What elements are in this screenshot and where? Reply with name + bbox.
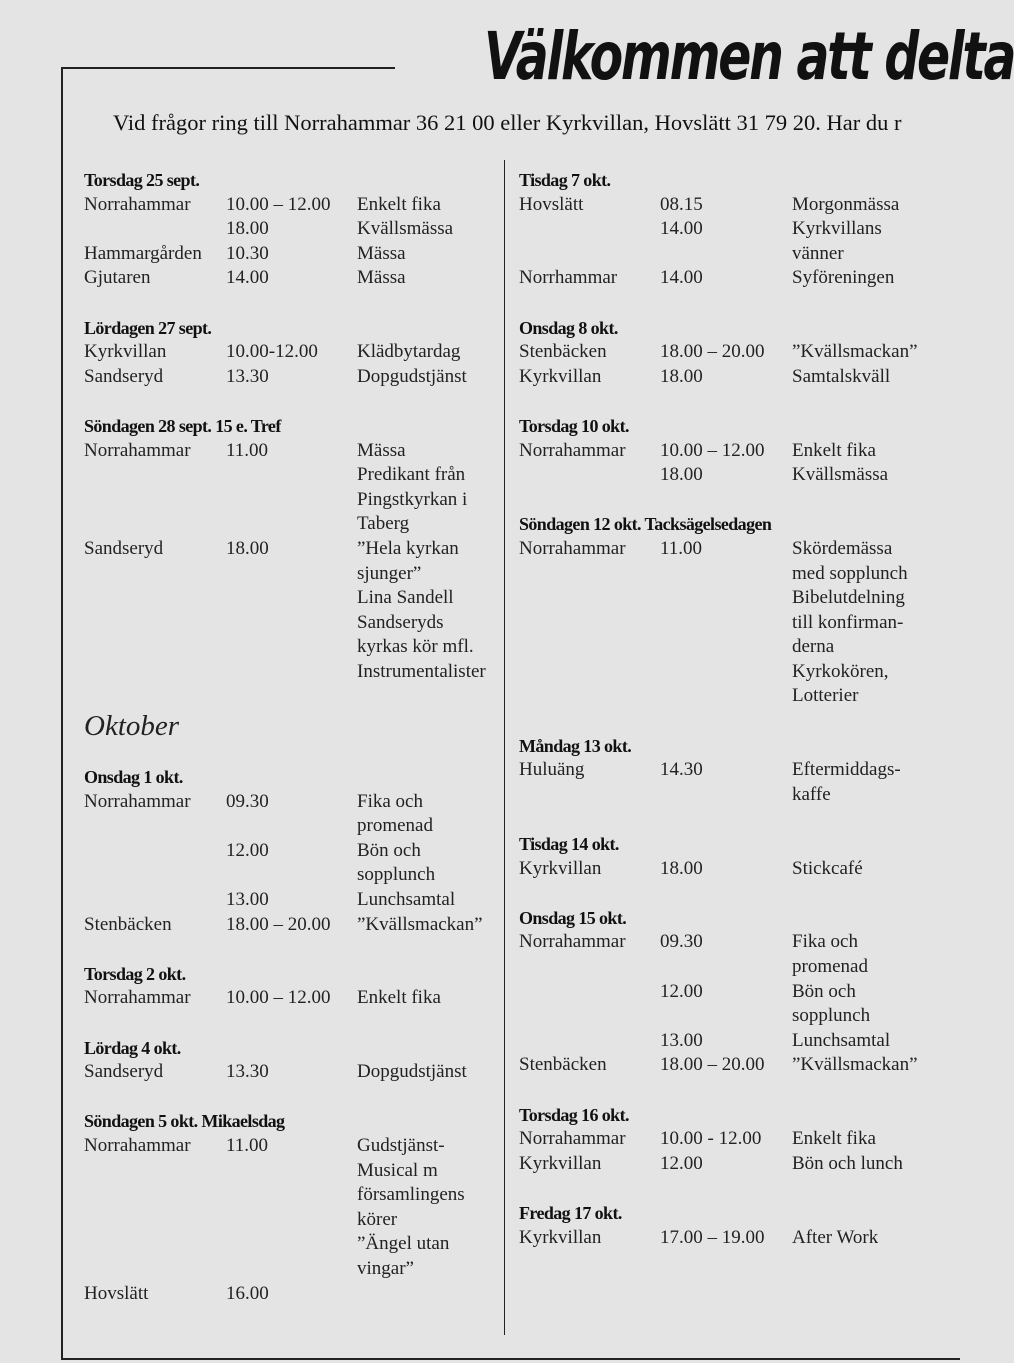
time-slot: 14.00: [660, 267, 703, 289]
event-line: Kvällsmässa: [792, 464, 889, 486]
schedule-row: [84, 537, 504, 685]
place-name: Norrahammar: [519, 1128, 626, 1150]
event-line: Enkelt fika: [357, 987, 441, 1009]
schedule-row: [84, 986, 504, 1011]
day-section: [519, 1103, 960, 1177]
event-line: Dopgudstjänst: [357, 1061, 467, 1083]
day-section: [519, 512, 960, 709]
event-description: [792, 758, 942, 807]
event-line: Kyrkvillans: [792, 218, 882, 240]
schedule-row: [84, 365, 504, 390]
schedule-row: [519, 1127, 960, 1152]
event-line: Kvällsmässa: [357, 218, 454, 240]
event-line: med sopplunch: [792, 562, 908, 584]
event-description: [357, 839, 504, 888]
day-section: [519, 414, 960, 488]
schedule-row: [84, 1282, 504, 1307]
time-slot: 09.30: [226, 790, 269, 812]
event-line: Lunchsamtal: [357, 889, 456, 911]
event-line: sopplunch: [357, 864, 436, 886]
event-description: [792, 217, 942, 266]
place-name: Kyrkvillan: [519, 1226, 602, 1248]
day-heading: Lördagen 27 sept.: [84, 317, 212, 338]
time-slot: 18.00 – 20.00: [226, 913, 331, 935]
schedule-row: [519, 463, 960, 488]
place-name: Stenbäcken: [519, 341, 607, 363]
event-description: [792, 1029, 942, 1054]
place-name: Hammargården: [84, 242, 202, 264]
place-name: Gjutaren: [84, 267, 151, 289]
event-description: [357, 266, 504, 291]
event-description: [792, 930, 942, 979]
day-section: [84, 168, 504, 291]
event-line: Syföreningen: [792, 267, 895, 289]
event-description: [357, 1060, 504, 1085]
event-line: Predikant från: [357, 464, 466, 486]
schedule-row: [84, 217, 504, 242]
event-line: Mässa: [357, 267, 406, 289]
day-heading: Måndag 13 okt.: [519, 735, 632, 756]
schedule-row: [519, 266, 960, 291]
place-name: Kyrkvillan: [519, 857, 602, 879]
place-name: Norrahammar: [519, 537, 626, 559]
schedule-row: [84, 888, 504, 913]
event-description: [357, 365, 504, 390]
schedule-row: [84, 266, 504, 291]
time-slot: 10.00 – 12.00: [660, 439, 765, 461]
event-line: Dopgudstjänst: [357, 365, 467, 387]
place-name: [519, 1029, 660, 1054]
event-line: vänner: [792, 242, 844, 264]
event-line: Bön och: [792, 980, 856, 1002]
event-description: [357, 888, 504, 913]
event-line: körer: [357, 1208, 398, 1230]
event-line: Fika och: [357, 790, 423, 812]
schedule-row: [519, 857, 960, 882]
event-description: [792, 1226, 942, 1251]
schedule-row: [84, 913, 504, 938]
event-line: Mässa: [357, 439, 406, 461]
place-name: [519, 980, 660, 1029]
time-slot: 12.00: [660, 1152, 703, 1174]
event-line: promenad: [792, 956, 868, 977]
time-slot: 16.00: [226, 1282, 269, 1304]
event-line: vingar”: [357, 1257, 414, 1279]
time-slot: 14.00: [226, 267, 269, 289]
event-description: [792, 463, 942, 488]
schedule-row: [519, 930, 960, 979]
place-name: Sandseryd: [84, 365, 164, 387]
day-section: [84, 1036, 504, 1085]
place-name: Norrahammar: [84, 790, 191, 812]
event-line: Kyrkokören,: [792, 660, 889, 682]
time-slot: 10.00 - 12.00: [660, 1128, 762, 1150]
place-name: Hovslätt: [519, 193, 584, 215]
event-line: After Work: [792, 1226, 879, 1248]
column-divider: [504, 160, 505, 1335]
place-name: Norrahammar: [519, 439, 626, 461]
day-heading: Torsdag 2 okt.: [84, 963, 186, 984]
time-slot: 11.00: [660, 537, 703, 559]
event-line: Lotterier: [792, 685, 859, 707]
event-line: Bibelutdelning: [792, 587, 905, 609]
place-name: Stenbäcken: [519, 1054, 607, 1076]
schedule-row: [519, 537, 960, 709]
event-line: Musical m: [357, 1159, 438, 1181]
event-line: Enkelt fika: [792, 1128, 876, 1150]
event-description: [792, 365, 942, 390]
event-description: [792, 857, 942, 882]
event-description: [357, 537, 504, 685]
event-line: Lunchsamtal: [792, 1029, 891, 1051]
event-line: Skördemässa: [792, 537, 893, 559]
place-name: Kyrkvillan: [519, 1152, 602, 1174]
place-name: [84, 217, 226, 242]
day-heading: Onsdag 15 okt.: [519, 907, 627, 928]
place-name: Kyrkvillan: [84, 341, 167, 363]
frame-top-line: [61, 67, 395, 69]
day-section: [519, 168, 960, 291]
place-name: Kyrkvillan: [519, 365, 602, 387]
time-slot: 13.30: [226, 1061, 269, 1083]
event-description: [792, 1152, 942, 1177]
schedule-row: [519, 365, 960, 390]
schedule-row: [519, 1226, 960, 1251]
time-slot: 13.00: [226, 889, 269, 911]
time-slot: 18.00: [660, 857, 703, 879]
event-line: ”Hela kyrkan: [357, 537, 459, 559]
time-slot: 10.00 – 12.00: [226, 193, 331, 215]
event-description: [792, 537, 942, 709]
day-heading: Tisdag 7 okt.: [519, 170, 611, 190]
time-slot: 18.00: [660, 365, 703, 387]
day-section: [519, 906, 960, 1078]
place-name: Norrahammar: [84, 987, 191, 1009]
event-line: Instrumentalister: [357, 660, 486, 682]
event-line: Gudstjänst-: [357, 1134, 445, 1156]
event-line: Enkelt fika: [792, 439, 876, 461]
event-line: Bön och: [357, 839, 421, 861]
time-slot: 10.30: [226, 242, 269, 264]
time-slot: 11.00: [226, 439, 269, 461]
day-section: [519, 1201, 960, 1250]
place-name: Norrhammar: [519, 267, 618, 289]
place-name: Huluäng: [519, 759, 585, 781]
time-slot: 12.00: [226, 839, 269, 861]
event-line: Taberg: [357, 513, 410, 535]
time-slot: 18.00: [226, 218, 269, 240]
day-section: [84, 962, 504, 1011]
schedule-row: [519, 340, 960, 365]
event-line: Sandseryds: [357, 611, 444, 633]
event-line: Mässa: [357, 242, 406, 264]
event-description: [792, 980, 942, 1029]
day-heading: Lördag 4 okt.: [84, 1037, 181, 1058]
event-line: ”Kvällsmackan”: [792, 1054, 918, 1076]
event-description: [792, 193, 942, 218]
schedule-row: [519, 193, 960, 218]
event-description: [792, 439, 942, 464]
time-slot: 09.30: [660, 931, 703, 953]
event-description: [357, 439, 504, 537]
event-line: Samtalskväll: [792, 365, 891, 387]
place-name: [519, 463, 660, 488]
schedule-row: [519, 439, 960, 464]
time-slot: 18.00 – 20.00: [660, 1054, 765, 1076]
day-heading: Fredag 17 okt.: [519, 1202, 622, 1223]
schedule-row: [519, 980, 960, 1029]
place-name: Norrahammar: [519, 931, 626, 953]
day-section: [84, 765, 504, 937]
place-name: [84, 839, 226, 888]
event-line: Klädbytardag: [357, 341, 461, 363]
place-name: Stenbäcken: [84, 913, 172, 935]
event-line: Fika och: [792, 931, 858, 953]
schedule-row: [519, 217, 960, 266]
time-slot: 18.00: [226, 537, 269, 559]
event-description: [792, 340, 942, 365]
event-description: [792, 1127, 942, 1152]
event-description: [357, 986, 504, 1011]
day-heading: Tisdag 14 okt.: [519, 834, 619, 855]
event-line: sjunger”: [357, 562, 422, 584]
schedule-row: [519, 1152, 960, 1177]
event-description: [357, 1134, 504, 1282]
day-section: [519, 316, 960, 390]
schedule-row: [519, 758, 960, 807]
time-slot: 17.00 – 19.00: [660, 1226, 765, 1248]
day-heading: Torsdag 16 okt.: [519, 1104, 629, 1125]
place-name: Norrahammar: [84, 1134, 191, 1156]
event-description: [357, 913, 504, 938]
day-heading: Torsdag 10 okt.: [519, 415, 629, 436]
time-slot: 18.00: [660, 464, 703, 486]
schedule-row: [84, 1134, 504, 1282]
day-section: [519, 832, 960, 881]
event-line: Enkelt fika: [357, 193, 441, 215]
day-heading: Söndagen 5 okt. Mikaelsdag: [84, 1111, 285, 1132]
event-description: [357, 193, 504, 218]
place-name: Sandseryd: [84, 1061, 164, 1083]
time-slot: 11.00: [226, 1134, 269, 1156]
left-schedule-column: [84, 168, 504, 1331]
event-line: ”Kvällsmackan”: [792, 341, 918, 363]
event-description: [357, 340, 504, 365]
schedule-row: [84, 839, 504, 888]
contact-info-line: Vid frågor ring till Norrahammar 36 21 00 eller Kyrkvillan, Hovslätt 31 79 20. Har du r: [113, 110, 902, 135]
schedule-row: [84, 790, 504, 839]
event-line: Morgonmässa: [792, 193, 900, 215]
event-line: Lina Sandell: [357, 587, 454, 609]
event-line: ”Ängel utan: [357, 1233, 450, 1255]
schedule-row: [519, 1029, 960, 1054]
schedule-row: [84, 242, 504, 267]
place-name: Norrahammar: [84, 193, 191, 215]
day-section: [84, 414, 504, 685]
place-name: Sandseryd: [84, 537, 164, 559]
place-name: [519, 217, 660, 266]
time-slot: 18.00 – 20.00: [660, 341, 765, 363]
schedule-row: [84, 193, 504, 218]
place-name: Hovslätt: [84, 1282, 149, 1304]
event-line: Eftermiddags-: [792, 759, 901, 781]
day-heading: Onsdag 8 okt.: [519, 317, 618, 338]
event-description: [357, 790, 504, 839]
event-line: derna: [792, 636, 835, 658]
event-line: kaffe: [792, 783, 831, 805]
day-heading: Onsdag 1 okt.: [84, 767, 183, 788]
schedule-row: [84, 340, 504, 365]
schedule-row: [84, 439, 504, 537]
time-slot: 14.30: [660, 759, 703, 781]
place-name: [84, 888, 226, 913]
event-line: Pingstkyrkan i: [357, 488, 468, 510]
right-schedule-column: [519, 168, 960, 1275]
time-slot: 14.00: [660, 218, 703, 240]
frame-bottom-line: [61, 1358, 960, 1360]
event-description: [357, 1282, 504, 1307]
time-slot: 10.00-12.00: [226, 341, 318, 363]
schedule-row: [84, 1060, 504, 1085]
event-line: kyrkas kör mfl.: [357, 636, 474, 658]
event-description: [357, 242, 504, 267]
day-section: [84, 1109, 504, 1306]
event-line: Bön och lunch: [792, 1152, 903, 1174]
event-line: till konfirman-: [792, 611, 904, 633]
event-description: [792, 1053, 942, 1078]
day-heading: Söndagen 12 okt. Tacksägelsedagen: [519, 514, 772, 535]
time-slot: 08.15: [660, 193, 703, 215]
event-description: [792, 266, 942, 291]
month-heading: Oktober: [84, 710, 180, 743]
event-line: ”Kvällsmackan”: [357, 913, 483, 935]
event-line: Stickcafé: [792, 857, 863, 879]
event-line: sopplunch: [792, 1005, 871, 1027]
event-line: församlingens: [357, 1184, 465, 1206]
place-name: Norrahammar: [84, 439, 191, 461]
day-section: [519, 734, 960, 808]
event-description: [357, 217, 504, 242]
page-title: Välkommen att delta: [484, 18, 1014, 95]
time-slot: 13.00: [660, 1029, 703, 1051]
day-heading: Torsdag 25 sept.: [84, 170, 200, 190]
frame-left-line: [61, 67, 63, 1360]
event-line: promenad: [357, 815, 433, 837]
day-heading: Söndagen 28 sept. 15 e. Tref: [84, 415, 281, 436]
day-section: [84, 316, 504, 390]
time-slot: 13.30: [226, 365, 269, 387]
schedule-row: [519, 1053, 960, 1078]
time-slot: 10.00 – 12.00: [226, 987, 331, 1009]
time-slot: 12.00: [660, 980, 703, 1002]
